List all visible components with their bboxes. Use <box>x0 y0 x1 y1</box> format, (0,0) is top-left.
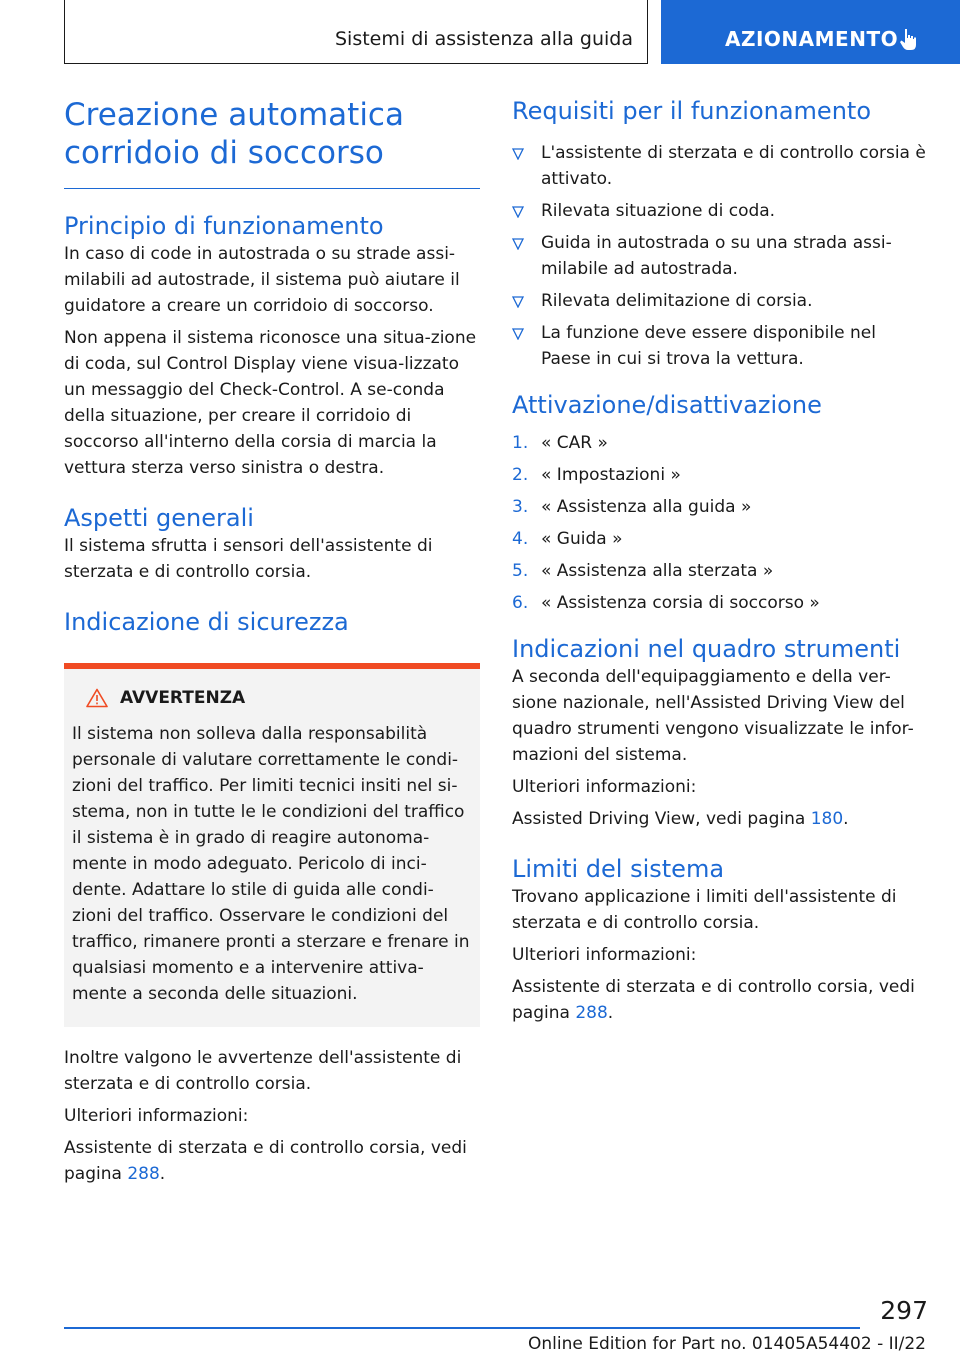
heading-sicurezza: Indicazione di sicurezza <box>64 608 349 636</box>
chapter-tab-label: AZIONAMENTO <box>725 27 899 51</box>
list-item: Guida in autostrada o su una strada assi-milabile ad autostrada. <box>512 230 928 282</box>
heading-indicazioni: Indicazioni nel quadro strumenti <box>512 635 901 663</box>
reference-text: Assistente di sterzata e di controllo corsia, vedi pagina <box>512 977 915 1023</box>
header-section-box <box>64 0 648 64</box>
heading-limiti: Limiti del sistema <box>512 855 725 883</box>
heading-principio: Principio di funzionamento <box>64 212 384 240</box>
reference-line <box>512 806 928 832</box>
warning-text: Il sistema non solleva dalla responsabilità personale di valutare correttamente le condi-zioni del traffico. Per limiti tecnici insiti nel si-stema, non in tutte le le condizioni del traffico il sistema è in grado di reagire autonoma-mente in modo adeguato. Pericolo di inci-dente. Adattare lo stile di guida alle condi-zioni del traffico. Osservare le condizioni del traffico, rimanere pronti a sterzare e frenare in qualsiasi momento e a intervenire attiva-mente a seconda delle situazioni. <box>72 724 470 1004</box>
page-link-180[interactable]: 180 <box>810 809 844 829</box>
section-title: Sistemi di assistenza alla guida <box>334 28 633 50</box>
sicurezza-paragraph: Inoltre valgono le avvertenze dell'assistente di sterzata e di controllo corsia. <box>64 1048 462 1094</box>
reference-line <box>64 1135 480 1187</box>
reference-end: . <box>607 1003 614 1023</box>
warning-box <box>64 669 480 1027</box>
heading-attivazione: Attivazione/disattivazione <box>512 391 822 419</box>
step-item: 5. « Assistenza alla sterzata » <box>512 561 774 581</box>
reference-end: . <box>843 809 849 829</box>
left-column <box>64 96 480 1187</box>
reference-end: . <box>159 1164 166 1184</box>
step-item: 6. « Assistenza corsia di soccorso » <box>512 593 820 613</box>
more-info-label: Ulteriori informazioni: <box>64 1106 249 1126</box>
heading-aspetti: Aspetti generali <box>64 504 254 532</box>
reference-text: Assisted Driving View, vedi pagina <box>512 809 811 829</box>
list-item: Rilevata delimitazione di corsia. <box>512 288 928 314</box>
indicazioni-paragraph: A seconda dell'equipaggiamento e della ver-sione nazionale, nell'Assisted Driving View del quadro strumenti vengono visualizzate le infor-mazioni del sistema. <box>512 667 914 765</box>
triangle-bullet-icon <box>512 238 524 250</box>
attivazione-steps <box>512 430 928 616</box>
principio-paragraph-2: Non appena il sistema riconosce una situa-zione di coda, sul Control Display viene visua-lizzato un messaggio del Check-Control. A se-conda della situazione, per creare il corridoio di soccorso all'interno della corsia di marcia la vettura sterza verso sinistra o destra. <box>64 328 477 478</box>
list-item: L'assistente di sterzata e di controllo corsia è attivato. <box>512 140 928 192</box>
triangle-bullet-icon <box>512 148 524 160</box>
triangle-bullet-icon <box>512 328 524 340</box>
triangle-bullet-icon <box>512 296 524 308</box>
page-link-288[interactable]: 288 <box>575 1003 608 1023</box>
hand-pointer-icon <box>897 26 923 52</box>
heading-requisiti: Requisiti per il funzionamento <box>512 97 872 125</box>
page-title: Creazione automatica corridoio di soccorso <box>64 96 480 189</box>
warning-triangle-icon <box>86 688 108 708</box>
warning-header <box>72 685 470 711</box>
footer-divider <box>64 1327 860 1329</box>
limiti-paragraph: Trovano applicazione i limiti dell'assistente di sterzata e di controllo corsia. <box>512 887 897 933</box>
step-item: 4. « Guida » <box>512 529 623 549</box>
principio-paragraph-1: In caso di code in autostrada o su strade assi-milabili ad autostrade, il sistema può aiutare il guidatore a creare un corridoio di soccorso. <box>64 244 460 316</box>
warning-title: AVVERTENZA <box>120 688 246 708</box>
more-info-label: Ulteriori informazioni: <box>512 945 697 965</box>
footer-edition: Online Edition for Part no. 01405A54402 - II/22 <box>527 1334 926 1354</box>
step-item: 1. « CAR » <box>512 433 608 453</box>
step-item: 2. « Impostazioni » <box>512 465 681 485</box>
step-item: 3. « Assistenza alla guida » <box>512 497 752 517</box>
right-column <box>512 96 928 1026</box>
reference-text: Assistente di sterzata e di controllo corsia, vedi pagina <box>64 1138 467 1184</box>
list-item: La funzione deve essere disponibile nel Paese in cui si trova la vettura. <box>512 320 928 372</box>
reference-line <box>512 974 928 1026</box>
requisiti-list <box>512 140 928 372</box>
triangle-bullet-icon <box>512 206 524 218</box>
page-number: 297 <box>880 1296 928 1325</box>
chapter-tab[interactable] <box>661 0 960 64</box>
aspetti-paragraph: Il sistema sfrutta i sensori dell'assistente di sterzata e di controllo corsia. <box>64 536 433 582</box>
page-link-288[interactable]: 288 <box>127 1164 160 1184</box>
more-info-label: Ulteriori informazioni: <box>512 777 697 797</box>
list-item: Rilevata situazione di coda. <box>512 198 928 224</box>
